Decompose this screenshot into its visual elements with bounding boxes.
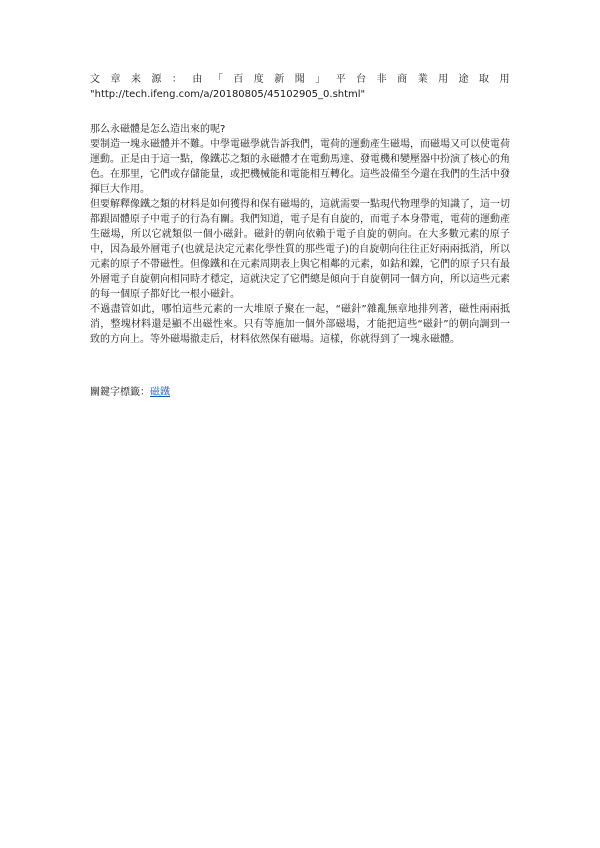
article-body bbox=[90, 122, 510, 347]
article-paragraph: 但要解釋像鐵之類的材料是如何獲得和保有磁場的，這就需要一點現代物理學的知識了，這一切都跟固體原子中電子的行為有關。我們知道，電子是有自旋的，而電子本身帶電，電荷的運動產生磁場，所以它就類似一個小磁針。磁針的朝向依賴于電子自旋的朝向。在大多數元素的原子中，因為最外層電子(也就是決定元素化學性質的那些電子)的自旋朝向往往正好兩兩抵消，所以元素的原子不帶磁性。但像鐵和在元素周期表上與它相鄰的元素，如鈷和鎳，它們的原子只有最外層電子自旋朝向相同時才穩定，這就決定了它們總是傾向于自旋朝同一個方向，所以這些元素的每一個原子都好比一根小磁針。 bbox=[90, 199, 510, 300]
article-heading: 那么永磁體是怎么造出來的呢? bbox=[90, 124, 226, 135]
article-paragraph: 要制造一塊永磁體并不難。中學電磁學就告訴我們，電荷的運動產生磁場，而磁場又可以使電荷運動。正是由于這一點，像鐵芯之類的永磁體才在電動馬達、發電機和變壓器中扮演了核心的角色。在那里，它們或存儲能量，或把機械能和電能相互轉化。這些設備至今還在我們的生活中發揮巨大作用。 bbox=[90, 139, 510, 195]
keyword-tags bbox=[90, 385, 510, 400]
source-url: "http://tech.ifeng.com/a/20180805/45102905_0.shtml" bbox=[90, 89, 366, 100]
document-page bbox=[90, 72, 510, 400]
keyword-link-magnet[interactable]: 磁鐵 bbox=[150, 387, 170, 398]
keyword-label: 關鍵字標籤： bbox=[90, 387, 150, 398]
article-paragraph: 不過盡管如此，哪怕這些元素的一大堆原子聚在一起，“磁針”雜亂無章地排列著，磁性兩兩抵消，整塊材料還是顯不出磁性來。只有等施加一個外部磁場，才能把這些“磁針”的朝向調到一致的方向上。等外磁場撤走后，材料依然保有磁場。這樣，你就得到了一塊永磁體。 bbox=[90, 304, 510, 345]
source-attribution: 文章来源：由「百度新聞」平台非商業用途取用 bbox=[90, 74, 510, 85]
